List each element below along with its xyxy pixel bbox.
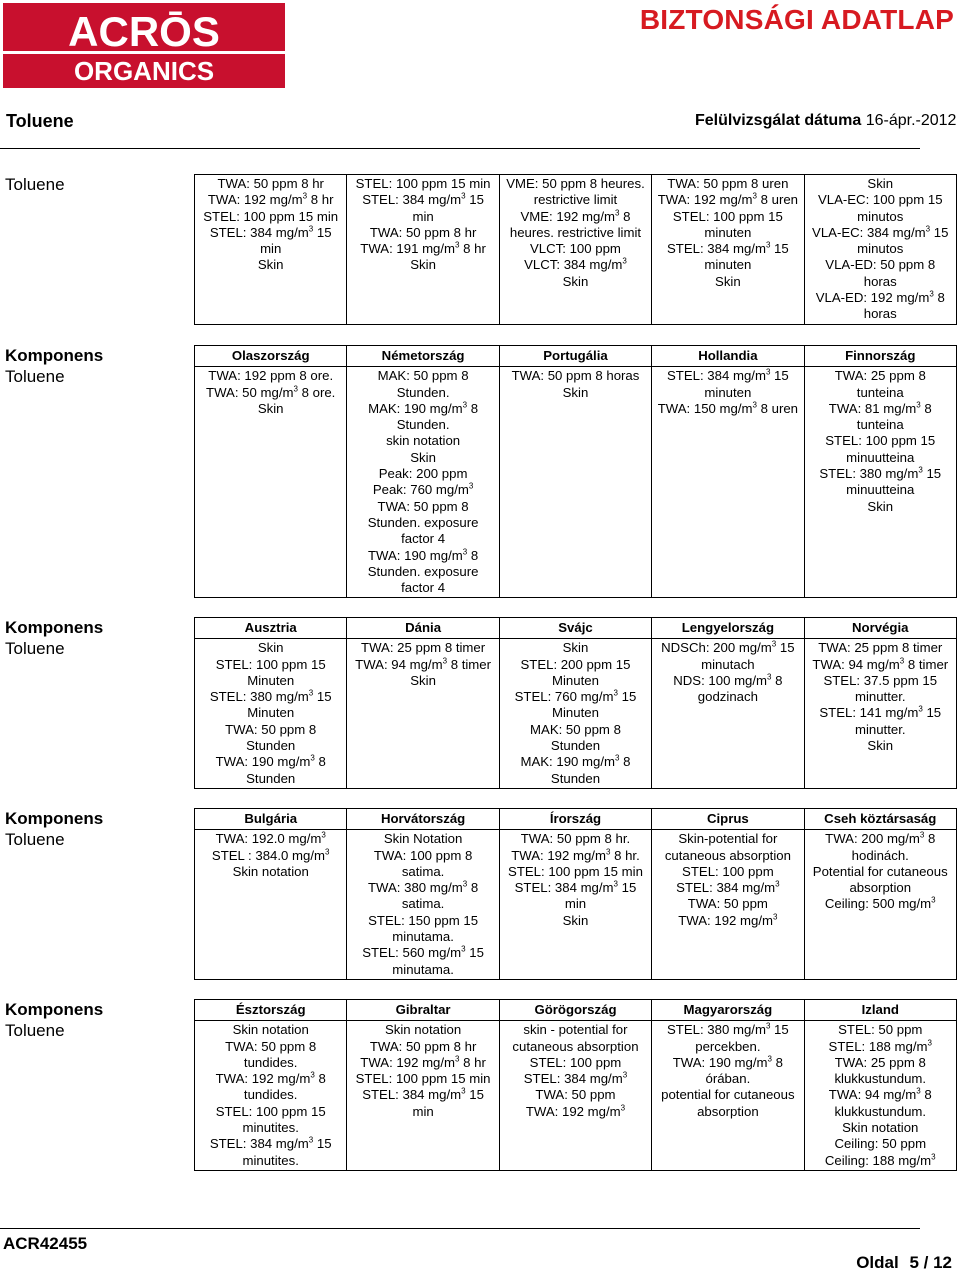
limit-line: STEL: 100 ppm 15 <box>825 433 936 449</box>
limit-line: TWA: 100 ppm 8 <box>373 847 473 863</box>
exposure-limits-table <box>194 808 957 980</box>
country-header: Olaszország <box>195 346 347 367</box>
limit-line: absorption <box>849 880 912 896</box>
limit-line: STEL: 384 $mg/m^3$ 15 <box>514 879 637 896</box>
substance-name: Toluene <box>5 1021 65 1040</box>
limit-line: VLA-EC: 100 ppm 15 <box>817 192 943 208</box>
limit-line: minutos <box>857 241 904 257</box>
limit-line: satima. <box>401 863 445 879</box>
footer-divider <box>0 1228 920 1229</box>
limit-line: TWA: 50 ppm 8 horas <box>511 368 640 384</box>
limit-line: Peak: 200 ppm <box>378 466 468 482</box>
limit-line: minuten <box>704 224 752 240</box>
limit-line: tundides. <box>243 1087 298 1103</box>
document-code: ACR42455 <box>3 1234 88 1253</box>
limit-cell <box>195 1021 347 1171</box>
table-row <box>195 367 957 598</box>
limit-line: TWA: 94 $mg/m^3$ 8 timer <box>355 656 492 672</box>
revision-label: Felülvizsgálat dátuma <box>695 112 862 129</box>
limit-line: Stunden. <box>396 417 450 433</box>
limit-line: STEL: 384 $mg/m^3$ 15 <box>362 191 484 208</box>
limit-line: min <box>412 208 434 224</box>
limit-line: minutama. <box>392 961 454 977</box>
limit-line: Stunden. <box>396 384 450 400</box>
limit-line: Stunden <box>246 770 296 786</box>
limit-line: minutites. <box>242 1120 299 1136</box>
limit-line: Potential for cutaneous <box>812 863 948 879</box>
limit-line: absorption <box>697 1103 759 1119</box>
limit-line: minuten <box>704 384 752 400</box>
limit-line: Skin <box>410 672 436 688</box>
section-label <box>5 345 103 387</box>
limit-line: Peak: 760 $mg/m^3$ <box>372 481 474 498</box>
limit-line: TWA: 192 $mg/m^3$ 8 hr <box>360 1054 486 1070</box>
revision-value: 16-ápr.-2012 <box>865 112 957 129</box>
limit-line: STEL: 150 ppm 15 <box>368 912 479 928</box>
limit-line: TWA: 192 $mg/m^3$ 8 <box>215 1070 326 1087</box>
limit-line: TWA: 25 ppm 8 timer <box>818 640 943 656</box>
limit-line: tundides. <box>243 1054 298 1070</box>
limit-line: Minuten <box>552 705 599 721</box>
limit-cell <box>347 830 499 980</box>
limit-line: STEL: 100 ppm <box>529 1054 622 1070</box>
limit-cell <box>804 1021 956 1171</box>
exposure-limits-table <box>194 345 957 598</box>
limit-cell <box>195 367 347 598</box>
limit-line: TWA: 191 $mg/m^3$ 8 hr <box>360 240 486 257</box>
table-row <box>195 175 957 325</box>
limit-line: minutter. <box>854 689 906 705</box>
limit-line: minutama. <box>392 929 454 945</box>
document-title: BIZTONSÁGI ADATLAP <box>639 4 954 35</box>
country-header: Norvégia <box>804 618 956 639</box>
limit-line: STEL: 100 ppm 15 <box>215 1103 326 1119</box>
revision-date <box>695 112 956 130</box>
country-header: Izland <box>804 1000 956 1021</box>
limit-line: tunteina <box>856 384 904 400</box>
country-header: Portugália <box>499 346 651 367</box>
logo-text-organics: ORGANICS <box>73 56 215 86</box>
limit-line: Skin <box>562 912 589 928</box>
country-header: Ausztria <box>195 618 347 639</box>
limit-line: STEL: 384 $mg/m^3$ 15 <box>666 240 789 257</box>
country-header: Horvátország <box>347 809 499 830</box>
limit-line: VLCT: 384 $mg/m^3$ <box>524 257 627 273</box>
limit-line: TWA: 190 $mg/m^3$ 8 <box>367 547 479 563</box>
limit-line: Skin <box>410 257 436 273</box>
country-header: Hollandia <box>652 346 804 367</box>
limit-line: hodinách. <box>851 847 909 863</box>
limit-line: minuutteina <box>846 482 915 498</box>
limit-cell <box>347 175 499 325</box>
limit-line: STEL: 560 $mg/m^3$ 15 <box>362 944 484 961</box>
limit-line: Minuten <box>552 672 599 688</box>
limit-line: Ceiling: 188 $mg/m^3$ <box>824 1152 936 1168</box>
page-label: Oldal <box>856 1253 899 1272</box>
limit-line: TWA: 25 ppm 8 <box>834 1054 926 1070</box>
limit-line: TWA: 150 $mg/m^3$ 8 uren <box>657 400 799 416</box>
limit-line: STEL : 384.0 $mg/m^3$ <box>211 847 330 863</box>
limit-line: TWA: 50 ppm <box>535 1087 616 1103</box>
limit-line: STEL: 384 $mg/m^3$ 15 <box>209 224 332 240</box>
limit-line: horas <box>863 273 897 289</box>
table-header-row <box>195 1000 957 1021</box>
limit-line: Skin <box>562 273 589 289</box>
limit-line: TWA: 94 $mg/m^3$ 8 <box>828 1087 932 1103</box>
country-header: Németország <box>347 346 499 367</box>
limit-line: percekben. <box>695 1038 761 1054</box>
limit-cell <box>499 175 651 325</box>
component-label: Komponens <box>5 809 104 828</box>
limit-line: STEL: 50 ppm <box>838 1022 923 1038</box>
table-header-row <box>195 809 957 830</box>
limit-line: Skin notation <box>842 1120 919 1136</box>
limit-line: minutos <box>857 208 904 224</box>
country-header: Ciprus <box>652 809 804 830</box>
limit-line: tunteina <box>856 417 904 433</box>
limit-line: TWA: 50 ppm 8 uren <box>667 176 789 191</box>
limit-line: minutter. <box>854 721 906 737</box>
section-label <box>5 999 103 1041</box>
limit-cell <box>804 367 956 598</box>
limit-line: TWA: 94 $mg/m^3$ 8 timer <box>812 656 949 672</box>
limit-line: STEL: 384 $mg/m^3$ 15 <box>362 1087 484 1103</box>
limit-line: TWA: 192 $mg/m^3$ <box>678 912 778 928</box>
limit-cell <box>195 830 347 980</box>
table-row <box>195 639 957 789</box>
country-header: Finnország <box>804 346 956 367</box>
limit-line: TWA: 50 ppm <box>687 896 768 912</box>
limit-line: NDSCh: 200 $mg/m^3$ 15 <box>661 639 795 656</box>
limit-line: VLA-ED: 50 ppm 8 <box>825 257 936 273</box>
limit-line: Skin Notation <box>383 831 463 847</box>
limit-line: VLCT: 100 ppm <box>530 241 621 257</box>
limit-line: klukkustundum. <box>834 1103 927 1119</box>
limit-line: min <box>260 241 282 257</box>
country-header: Lengyelország <box>652 618 804 639</box>
limit-line: VME: 192 $mg/m^3$ 8 <box>520 208 631 224</box>
limit-line: Skin <box>867 176 894 191</box>
limit-line: factor 4 <box>401 580 446 596</box>
limit-line: Skin-potential for <box>678 831 778 847</box>
limit-line: STEL: 384 $mg/m^3$ <box>676 879 780 896</box>
limit-line: STEL: 100 ppm 15 min <box>355 176 491 191</box>
limit-cell <box>499 830 651 980</box>
limit-line: TWA: 50 ppm 8 <box>225 1038 317 1054</box>
limit-cell <box>347 639 499 789</box>
limit-line: órában. <box>705 1071 751 1087</box>
limit-line: STEL: 760 $mg/m^3$ 15 <box>514 688 637 705</box>
limit-line: Skin <box>867 498 894 514</box>
limit-line: STEL: 100 ppm 15 min <box>508 863 643 879</box>
limit-line: TWA: 81 $mg/m^3$ 8 <box>828 400 932 416</box>
limit-line: STEL: 188 $mg/m^3$ <box>828 1038 932 1054</box>
limit-cell <box>652 367 804 598</box>
limit-line: Skin notation <box>384 1022 462 1038</box>
limit-line: STEL: 200 ppm 15 <box>520 656 631 672</box>
limit-line: STEL: 100 ppm 15 <box>215 656 326 672</box>
limit-cell <box>499 367 651 598</box>
exposure-limits-table <box>194 174 957 325</box>
section-label <box>5 617 103 659</box>
substance-name: Toluene <box>5 830 65 849</box>
limit-line: STEL: 141 $mg/m^3$ 15 <box>819 705 942 721</box>
limit-line: Ceiling: 500 $mg/m^3$ <box>824 896 936 912</box>
limit-line: Skin <box>257 257 284 273</box>
limit-line: klukkustundum. <box>834 1071 927 1087</box>
limit-line: Skin <box>257 640 284 656</box>
limit-line: TWA: 192 ppm 8 ore. <box>208 368 334 384</box>
limit-line: Minuten <box>247 705 295 721</box>
limit-cell <box>804 830 956 980</box>
header-divider <box>0 148 920 149</box>
limit-line: VLA-ED: 192 $mg/m^3$ 8 <box>815 289 945 306</box>
country-header: Görögország <box>499 1000 651 1021</box>
table-header-row <box>195 346 957 367</box>
limit-line: heures. restrictive limit <box>509 224 642 240</box>
limit-line: TWA: 190 $mg/m^3$ 8 <box>215 753 326 770</box>
limit-line: MAK: 50 ppm 8 <box>377 368 469 384</box>
table-row <box>195 830 957 980</box>
limit-line: TWA: 50 ppm 8 hr <box>369 224 477 240</box>
limit-line: MAK: 50 ppm 8 <box>530 721 621 737</box>
limit-line: TWA: 192 $mg/m^3$ 8 hr <box>207 191 334 208</box>
limit-line: potential for cutaneous <box>661 1087 795 1103</box>
limit-line: minuutteina <box>846 449 915 465</box>
country-header: Svájc <box>499 618 651 639</box>
limit-line: Skin <box>562 384 589 400</box>
limit-line: VME: 50 ppm 8 heures. <box>506 176 645 191</box>
limit-line: TWA: 25 ppm 8 timer <box>361 640 486 656</box>
table-header-row <box>195 618 957 639</box>
limit-line: Stunden <box>550 770 601 786</box>
limit-cell <box>347 1021 499 1171</box>
limit-line: STEL: 380 $mg/m^3$ 15 <box>819 465 942 482</box>
limit-line: MAK: 190 $mg/m^3$ 8 <box>368 400 479 416</box>
limit-line: Stunden. exposure <box>367 563 479 579</box>
limit-line: TWA: 380 $mg/m^3$ 8 <box>367 879 479 896</box>
section-label <box>5 808 103 850</box>
limit-cell <box>652 830 804 980</box>
limit-line: Stunden. exposure <box>367 514 479 530</box>
limit-line: TWA: 50 ppm 8 hr <box>217 176 324 191</box>
country-header: Magyarország <box>652 1000 804 1021</box>
substance-name: Toluene <box>5 367 65 386</box>
limit-line: Stunden <box>550 738 601 754</box>
limit-cell <box>195 639 347 789</box>
exposure-limits-table <box>194 999 957 1171</box>
limit-line: STEL: 100 ppm 15 min <box>355 1071 491 1087</box>
limit-line: Skin notation <box>232 1022 309 1038</box>
component-label: Komponens <box>5 346 104 365</box>
limit-cell <box>499 1021 651 1171</box>
page-value: 5 / 12 <box>909 1253 952 1272</box>
limit-line: STEL: 100 ppm <box>682 863 774 879</box>
limit-cell <box>652 175 804 325</box>
country-header: Bulgária <box>195 809 347 830</box>
country-header: Gibraltar <box>347 1000 499 1021</box>
limit-line: Minuten <box>247 672 295 688</box>
country-header: Dánia <box>347 618 499 639</box>
limit-line: minutites. <box>242 1152 299 1168</box>
table-row <box>195 1021 957 1171</box>
limit-line: Skin <box>257 400 284 416</box>
limit-line: skin notation <box>386 433 461 449</box>
country-header: Észtország <box>195 1000 347 1021</box>
substance-name: Toluene <box>5 175 65 194</box>
limit-line: TWA: 192.0 $mg/m^3$ <box>215 830 326 847</box>
limit-line: Skin <box>562 640 589 656</box>
limit-line: cutaneous absorption <box>664 847 791 863</box>
limit-line: TWA: 192 $mg/m^3$ <box>525 1103 626 1119</box>
limit-line: TWA: 50 ppm 8 <box>377 498 469 514</box>
limit-line: STEL: 100 ppm 15 min <box>203 208 339 224</box>
limit-line: TWA: 50 $mg/m^3$ 8 ore. <box>206 384 336 400</box>
limit-cell <box>347 367 499 598</box>
limit-line: STEL: 384 $mg/m^3$ 15 <box>209 1135 332 1152</box>
product-name: Toluene <box>6 111 74 131</box>
section-label <box>5 174 65 195</box>
limit-line: TWA: 200 $mg/m^3$ 8 <box>825 830 936 847</box>
limit-line: min <box>564 896 587 912</box>
country-header: Cseh köztársaság <box>804 809 956 830</box>
limit-line: factor 4 <box>401 531 446 547</box>
limit-cell <box>652 639 804 789</box>
component-label: Komponens <box>5 1000 104 1019</box>
limit-line: Skin <box>715 273 741 289</box>
limit-line: STEL: 100 ppm 15 <box>672 208 783 224</box>
limit-line: TWA: 190 $mg/m^3$ 8 <box>672 1054 783 1070</box>
limit-cell <box>804 175 956 325</box>
page-number <box>856 1253 952 1273</box>
country-header: Írország <box>499 809 651 830</box>
limit-line: Ceiling: 50 ppm <box>834 1136 927 1152</box>
limit-line: skin - potential for <box>523 1022 628 1038</box>
limit-line: TWA: 192 $mg/m^3$ 8 hr. <box>511 847 640 863</box>
logo-graphic <box>3 3 285 88</box>
limit-line: minuten <box>704 257 752 273</box>
limit-line: minutach <box>701 656 755 672</box>
limit-line: Skin <box>410 449 436 465</box>
limit-line: STEL: 380 $mg/m^3$ 15 <box>666 1021 789 1038</box>
limit-line: Skin <box>867 738 894 754</box>
limit-line: TWA: 50 ppm 8 hr. <box>520 831 631 847</box>
acros-organics-logo <box>3 3 285 88</box>
limit-line: Skin notation <box>232 863 309 879</box>
limit-cell <box>804 639 956 789</box>
limit-line: TWA: 192 $mg/m^3$ 8 uren <box>657 191 799 208</box>
limit-line: min <box>412 1103 434 1119</box>
limit-line: restrictive limit <box>533 192 618 208</box>
limit-line: satima. <box>401 896 445 912</box>
limit-line: TWA: 50 ppm 8 hr <box>369 1038 477 1054</box>
limit-cell <box>499 639 651 789</box>
limit-line: horas <box>863 306 897 322</box>
limit-cell <box>195 175 347 325</box>
limit-line: STEL: 384 $mg/m^3$ <box>523 1070 628 1087</box>
limit-cell <box>652 1021 804 1171</box>
exposure-limits-table <box>194 617 957 789</box>
limit-line: godzinach <box>697 689 758 705</box>
component-label: Komponens <box>5 618 104 637</box>
limit-line: VLA-EC: 384 $mg/m^3$ 15 <box>812 224 949 240</box>
limit-line: Stunden <box>246 738 296 754</box>
limit-line: cutaneous absorption <box>512 1038 639 1054</box>
limit-line: STEL: 380 $mg/m^3$ 15 <box>209 688 332 705</box>
limit-line: TWA: 25 ppm 8 <box>834 368 926 384</box>
limit-line: STEL: 384 $mg/m^3$ 15 <box>666 367 789 384</box>
limit-line: STEL: 37.5 ppm 15 <box>823 672 938 688</box>
logo-text-acros: ACRŌS <box>68 8 220 55</box>
limit-line: MAK: 190 $mg/m^3$ 8 <box>520 753 631 770</box>
substance-name: Toluene <box>5 639 65 658</box>
limit-line: TWA: 50 ppm 8 <box>225 721 317 737</box>
limit-line: NDS: 100 $mg/m^3$ 8 <box>673 672 783 688</box>
